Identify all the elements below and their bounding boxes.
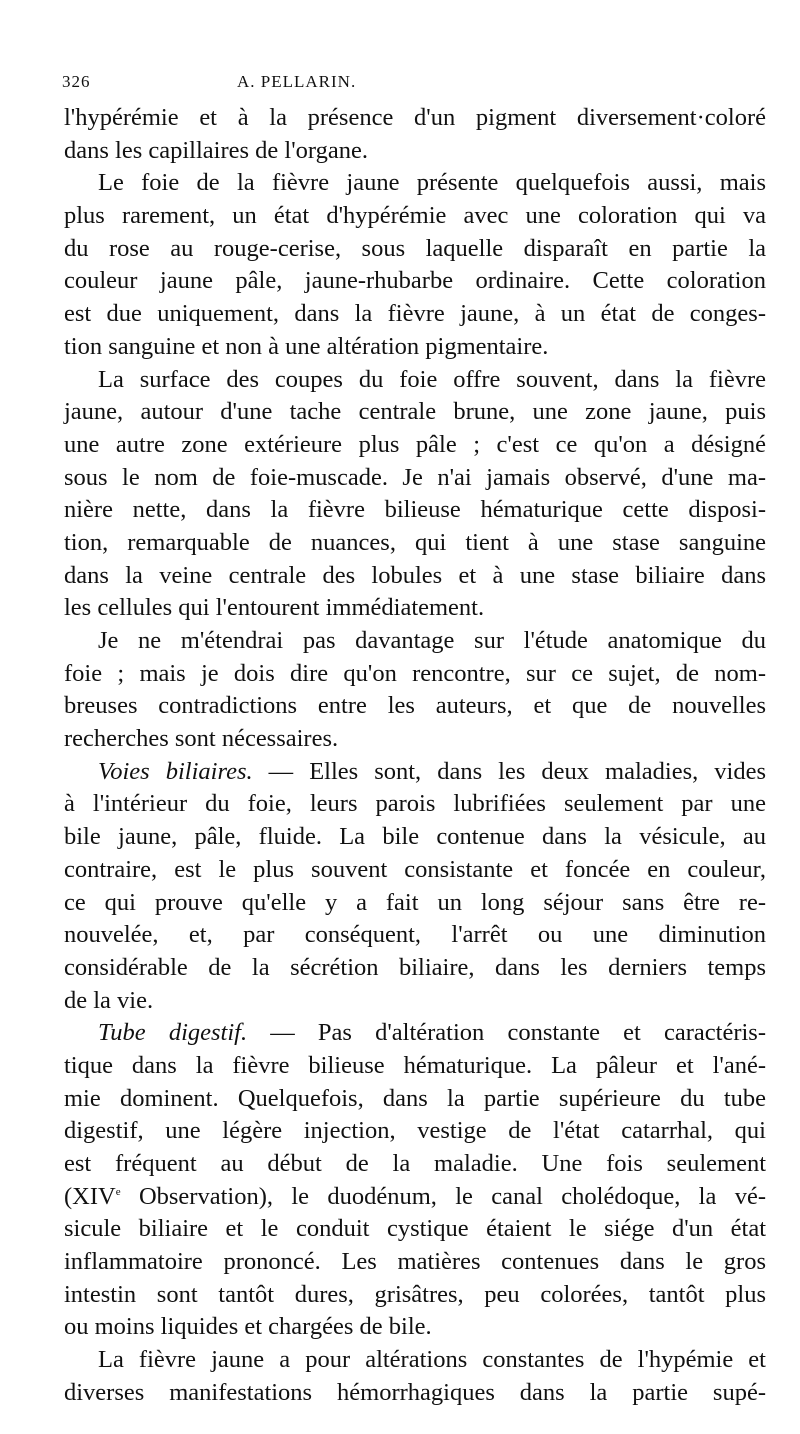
text-line: sous le nom de foie-muscade. Je n'ai jamais observé, d'une ma-	[64, 463, 766, 491]
text-line	[64, 756, 766, 789]
text-line: Je ne m'étendrai pas davantage sur l'étude anatomique du	[98, 627, 766, 654]
text-line: l'hypérémie et à la présence d'un pigment diversement·coloré	[64, 104, 766, 131]
text-line: dans les capillaires de l'organe.	[64, 136, 368, 164]
text-line: inflammatoire prononcé. Les matières contenues dans le gros	[64, 1248, 766, 1276]
text-line: est fréquent au début de la maladie. Une fois seulement	[64, 1150, 766, 1177]
text-line: les cellules qui l'entourent immédiatement.	[64, 594, 485, 622]
body-text	[64, 102, 766, 1410]
text-line: diverses manifestations hémorrhagiques dans la partie supé-	[64, 1378, 766, 1406]
text-line: sicule biliaire et le conduit cystique étaient le siége d'un état	[64, 1215, 766, 1243]
text-fragment: — Pas d'altération constante et caractéris-	[247, 1019, 766, 1047]
text-fragment: (XIV	[64, 1182, 116, 1210]
text-line: nière nette, dans la fièvre bilieuse hématurique cette disposi-	[64, 496, 766, 524]
text-line: ou moins liquides et chargées de bile.	[64, 1313, 432, 1341]
text-line: est due uniquement, dans la fièvre jaune, à un état de conges-	[64, 300, 766, 328]
running-head: A. PELLARIN.	[237, 72, 357, 91]
text-line: à l'intérieur du foie, leurs parois lubrifiées seulement par une	[64, 790, 766, 818]
text-line: intestin sont tantôt dures, grisâtres, peu colorées, tantôt plus	[64, 1280, 766, 1308]
text-fragment: Observation), le duodénum, le canal cholédoque, la vé-	[120, 1182, 766, 1210]
text-line: ce qui prouve qu'elle y a fait un long séjour sans être re-	[64, 888, 766, 916]
text-line: de la vie.	[64, 986, 154, 1014]
text-line: dans la veine centrale des lobules et à une stase biliaire dans	[64, 561, 766, 589]
text-line: digestif, une légère injection, vestige de l'état catarrhal, qui	[64, 1117, 766, 1145]
text-line: du rose au rouge-cerise, sous laquelle disparaît en partie la	[64, 234, 766, 262]
text-line: recherches sont nécessaires.	[64, 725, 339, 753]
text-line: bile jaune, pâle, fluide. La bile contenue dans la vésicule, au	[64, 823, 766, 851]
section-lead-italic: Voies biliaires.	[98, 757, 253, 785]
text-line: couleur jaune pâle, jaune-rhubarbe ordinaire. Cette coloration	[64, 267, 766, 295]
text-line: Le foie de la fièvre jaune présente quelquefois aussi, mais	[98, 169, 766, 197]
section-lead-italic: Tube digestif.	[98, 1019, 248, 1047]
text-line: tion, remarquable de nuances, qui tient à une stase sanguine	[64, 528, 766, 556]
text-line: jaune, autour d'une tache centrale brune, une zone jaune, puis	[64, 398, 766, 426]
text-line: tion sanguine et non à une altération pigmentaire.	[64, 332, 549, 360]
page-header	[62, 72, 762, 102]
text-line	[64, 1181, 766, 1214]
text-line: foie ; mais je dois dire qu'on rencontre, sur ce sujet, de nom-	[64, 659, 766, 687]
page-number: 326	[62, 72, 91, 91]
superscript: e	[115, 1185, 121, 1198]
text-line: breuses contradictions entre les auteurs, et que de nouvelles	[64, 692, 766, 720]
text-line: contraire, est le plus souvent consistante et foncée en couleur,	[64, 855, 766, 883]
text-line: mie dominent. Quelquefois, dans la partie supérieure du tube	[64, 1084, 766, 1112]
text-line: considérable de la sécrétion biliaire, dans les derniers temps	[64, 953, 766, 981]
text-line: plus rarement, un état d'hypérémie avec une coloration qui va	[64, 202, 766, 230]
text-line: La fièvre jaune a pour altérations constantes de l'hypémie et	[98, 1346, 766, 1374]
text-line: La surface des coupes du foie offre souvent, dans la fièvre	[98, 365, 766, 393]
text-line: nouvelée, et, par conséquent, l'arrêt ou une diminution	[64, 921, 766, 949]
text-fragment: — Elles sont, dans les deux maladies, vides	[252, 757, 766, 785]
text-line	[64, 1017, 766, 1050]
text-line: une autre zone extérieure plus pâle ; c'est ce qu'on a désigné	[64, 430, 766, 458]
text-line: tique dans la fièvre bilieuse hématurique. La pâleur et l'ané-	[64, 1051, 766, 1079]
